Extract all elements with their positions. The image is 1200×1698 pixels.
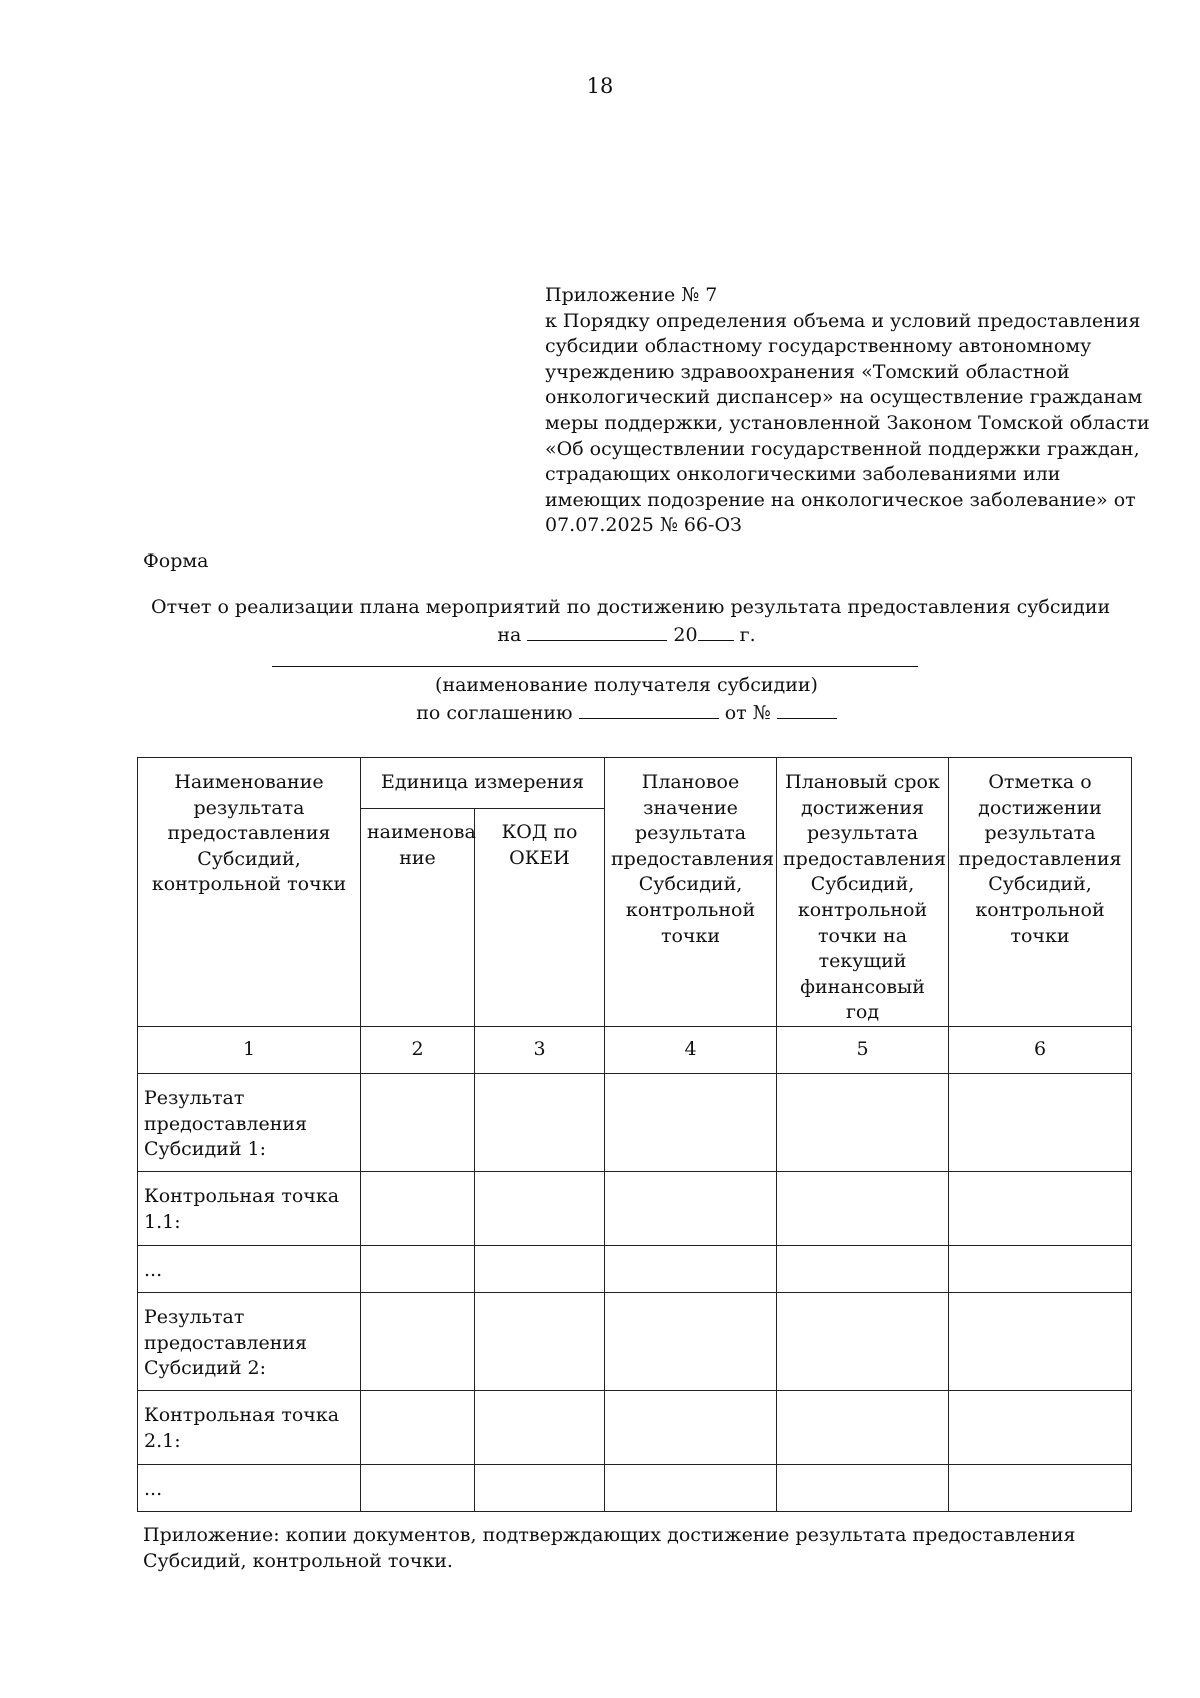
attachment-note: Приложение: копии документов, подтверждающих достижение результата предоставления Субсидий, контрольной точки.	[143, 1524, 1076, 1572]
appendix-line: имеющих подозрение на онкологическое заболевание» от	[545, 488, 1136, 511]
column-number: 4	[605, 1026, 777, 1073]
table-cell[interactable]	[361, 1390, 475, 1464]
column-number: 6	[949, 1026, 1132, 1073]
row-label: ...	[138, 1245, 361, 1292]
table-cell[interactable]	[605, 1390, 777, 1464]
table-cell[interactable]	[605, 1073, 777, 1171]
row-label: Результат предоставления Субсидий 1:	[138, 1073, 361, 1171]
appendix-line: меры поддержки, установленной Законом Томской области	[545, 411, 1150, 434]
agreement-from: от №	[724, 702, 771, 724]
date-prefix: на	[497, 624, 522, 646]
table-cell[interactable]	[777, 1390, 949, 1464]
report-date-line	[0, 622, 1200, 646]
table-row	[138, 1464, 1132, 1511]
appendix-reference	[545, 283, 1150, 539]
date-suffix: г.	[739, 624, 756, 646]
table-cell[interactable]	[605, 1171, 777, 1245]
year-blank[interactable]	[698, 622, 734, 641]
form-label: Форма	[143, 550, 209, 572]
header-unit-name: наименова ние	[361, 809, 475, 1027]
header-planned-deadline: Плановый срок достижения результата предоставления Субсидий, контрольной точки на текущий финансовый год	[777, 758, 949, 1027]
table-cell[interactable]	[475, 1171, 605, 1245]
table-cell[interactable]	[475, 1292, 605, 1390]
table-cell[interactable]	[777, 1073, 949, 1171]
table-cell[interactable]	[605, 1292, 777, 1390]
table-row	[138, 1292, 1132, 1390]
appendix-line: учреждению здравоохранения «Томский областной	[545, 360, 1070, 383]
table-cell[interactable]	[949, 1464, 1132, 1511]
table-cell[interactable]	[777, 1464, 949, 1511]
table-cell[interactable]	[475, 1464, 605, 1511]
agreement-prefix: по соглашению	[416, 702, 573, 724]
date-blank[interactable]	[527, 622, 667, 641]
agreement-number-blank[interactable]	[777, 700, 837, 719]
row-label: Контрольная точка 1.1:	[138, 1171, 361, 1245]
header-unit-group: Единица измерения	[361, 758, 605, 809]
table-cell[interactable]	[777, 1171, 949, 1245]
table-cell[interactable]	[949, 1245, 1132, 1292]
table-cell[interactable]	[361, 1245, 475, 1292]
table-cell[interactable]	[361, 1464, 475, 1511]
recipient-name-line[interactable]	[272, 666, 918, 667]
agreement-line	[0, 700, 1200, 724]
table-row	[138, 1390, 1132, 1464]
table-cell[interactable]	[605, 1245, 777, 1292]
table-cell[interactable]	[605, 1464, 777, 1511]
table-cell[interactable]	[777, 1292, 949, 1390]
row-label: ...	[138, 1464, 361, 1511]
date-year: 20	[673, 624, 698, 646]
table-row	[138, 1245, 1132, 1292]
row-label: Результат предоставления Субсидий 2:	[138, 1292, 361, 1390]
table-row	[138, 1171, 1132, 1245]
column-number: 3	[475, 1026, 605, 1073]
table-cell[interactable]	[949, 1073, 1132, 1171]
table-cell[interactable]	[949, 1292, 1132, 1390]
report-table	[137, 757, 1132, 1512]
header-result-name: Наименование результата предоставления Субсидий, контрольной точки	[138, 758, 361, 1027]
table-cell[interactable]	[777, 1245, 949, 1292]
table-cell[interactable]	[475, 1073, 605, 1171]
table-cell[interactable]	[475, 1390, 605, 1464]
appendix-line: к Порядку определения объема и условий предоставления	[545, 309, 1141, 332]
appendix-line: Приложение № 7	[545, 284, 718, 306]
appendix-line: 07.07.2025 № 66-ОЗ	[545, 514, 742, 537]
recipient-caption: (наименование получателя субсидии)	[435, 674, 818, 696]
appendix-line: страдающих онкологическими заболеваниями или	[545, 463, 1061, 486]
page-number: 18	[586, 74, 614, 98]
table-cell[interactable]	[475, 1245, 605, 1292]
appendix-line: онкологический диспансер» на осуществление гражданам	[545, 386, 1143, 409]
report-title: Отчет о реализации плана мероприятий по достижению результата предоставления субсидии	[151, 596, 1111, 618]
column-number: 1	[138, 1026, 361, 1073]
header-planned-value: Плановое значение результата предоставления Субсидий, контрольной точки	[605, 758, 777, 1027]
row-label: Контрольная точка 2.1:	[138, 1390, 361, 1464]
column-number: 5	[777, 1026, 949, 1073]
agreement-date-blank[interactable]	[579, 700, 719, 719]
column-number: 2	[361, 1026, 475, 1073]
table-cell[interactable]	[949, 1390, 1132, 1464]
appendix-line: субсидии областному государственному автономному	[545, 335, 1092, 358]
table-cell[interactable]	[361, 1292, 475, 1390]
table-cell[interactable]	[361, 1073, 475, 1171]
appendix-line: «Об осуществлении государственной поддержки граждан,	[545, 437, 1140, 460]
table-row	[138, 1073, 1132, 1171]
table-cell[interactable]	[949, 1171, 1132, 1245]
table-cell[interactable]	[361, 1171, 475, 1245]
header-okei-code: КОД по ОКЕИ	[475, 809, 605, 1027]
header-achievement-mark: Отметка о достижении результата предоставления Субсидий, контрольной точки	[949, 758, 1132, 1027]
